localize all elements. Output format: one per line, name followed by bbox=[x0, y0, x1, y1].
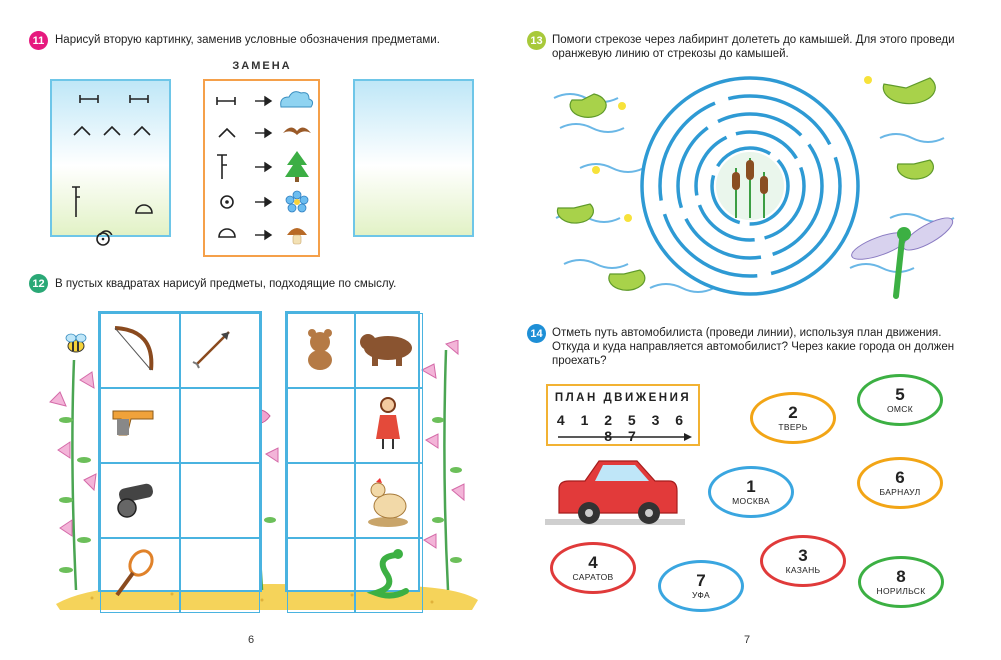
cell-bear bbox=[355, 313, 423, 388]
city-moskva[interactable] bbox=[708, 466, 794, 518]
cell-bow bbox=[100, 313, 180, 388]
maze-scene bbox=[550, 68, 970, 304]
hen-icon bbox=[356, 464, 422, 532]
city-number: 2 bbox=[788, 402, 798, 422]
flower-stem-right bbox=[416, 340, 476, 600]
city-tver[interactable] bbox=[750, 392, 836, 444]
cell-hen bbox=[355, 463, 423, 538]
task-11-badge: 11 bbox=[29, 31, 48, 50]
pistol-icon bbox=[101, 389, 167, 457]
task-13-text-line1: Помоги стрекозе через лабиринт долететь до камышей. Для этого проведи bbox=[552, 34, 955, 46]
route-plan-digits: 4 1 2 5 3 6 8 7 bbox=[556, 412, 690, 444]
cannon-icon bbox=[101, 464, 167, 532]
circle-symbol bbox=[94, 230, 112, 248]
task-13-text-line2: оранжевую линию от стрекозы до камышей. bbox=[552, 48, 789, 60]
cell-cannon bbox=[100, 463, 180, 538]
city-name: ОМСК bbox=[887, 403, 913, 414]
city-number: 1 bbox=[746, 476, 756, 496]
cell-empty-3[interactable] bbox=[180, 538, 260, 613]
city-ufa[interactable] bbox=[658, 560, 744, 612]
cell-arrow bbox=[180, 313, 260, 388]
cell-pistol bbox=[100, 388, 180, 463]
cell-girl bbox=[355, 388, 423, 463]
city-number: 4 bbox=[588, 552, 598, 572]
legend-box bbox=[203, 79, 320, 257]
route-plan-box bbox=[546, 384, 700, 446]
girl-icon bbox=[356, 389, 422, 457]
cell-racket bbox=[100, 538, 180, 613]
task-14-text-line1: Отметь путь автомобилиста (проведи линии), используя план движения. bbox=[552, 327, 942, 339]
city-omsk[interactable] bbox=[857, 374, 943, 426]
empty-picture-card[interactable] bbox=[353, 79, 474, 237]
cell-teddy bbox=[287, 313, 355, 388]
cell-empty-4[interactable] bbox=[287, 388, 355, 463]
city-kazan[interactable] bbox=[760, 535, 846, 587]
teddy-bear-icon bbox=[288, 314, 354, 382]
city-name: НОРИЛЬСК bbox=[876, 585, 926, 596]
cell-snake bbox=[355, 538, 423, 613]
city-norilsk[interactable] bbox=[858, 556, 944, 608]
city-saratov[interactable] bbox=[550, 542, 636, 594]
task-14-text-line3: проехать? bbox=[552, 355, 607, 367]
bear-icon bbox=[356, 314, 422, 382]
city-number: 8 bbox=[896, 566, 906, 586]
task-12-text: В пустых квадратах нарисуй предметы, подходящие по смыслу. bbox=[55, 278, 397, 290]
cell-empty-1[interactable] bbox=[180, 388, 260, 463]
city-number: 5 bbox=[895, 384, 905, 404]
task-12-badge: 12 bbox=[29, 274, 48, 293]
city-name: МОСКВА bbox=[732, 495, 770, 506]
symbol-picture-card bbox=[50, 79, 171, 237]
arrow-icon bbox=[181, 314, 247, 382]
route-arrow-icon bbox=[556, 432, 696, 442]
legend-title: ЗАМЕНА bbox=[232, 60, 292, 72]
city-name: УФА bbox=[692, 589, 710, 600]
city-name: КАЗАНЬ bbox=[785, 564, 821, 575]
task-11-text: Нарисуй вторую картинку, заменив условные обозначения предметами. bbox=[55, 34, 440, 46]
task-14-badge: 14 bbox=[527, 324, 546, 343]
task-14-text-line2: Откуда и куда направляется автомобилист? Через какие города он должен bbox=[552, 341, 955, 353]
city-name: САРАТОВ bbox=[572, 571, 614, 582]
city-number: 6 bbox=[895, 467, 905, 487]
bow-icon bbox=[101, 314, 167, 382]
city-number: 7 bbox=[696, 570, 706, 590]
bee-icon bbox=[58, 330, 94, 360]
cell-empty-2[interactable] bbox=[180, 463, 260, 538]
page-number-left: 6 bbox=[248, 634, 255, 646]
car-icon bbox=[545, 455, 685, 531]
city-barnaul[interactable] bbox=[857, 457, 943, 509]
task-13-badge: 13 bbox=[527, 31, 546, 50]
analogy-grid-right bbox=[285, 311, 420, 592]
snake-icon bbox=[356, 539, 422, 607]
legend-drawing bbox=[205, 81, 318, 255]
cell-empty-5[interactable] bbox=[287, 463, 355, 538]
city-name: БАРНАУЛ bbox=[879, 486, 921, 497]
route-plan-title: ПЛАН ДВИЖЕНИЯ bbox=[554, 392, 692, 404]
analogy-grid-left bbox=[98, 311, 262, 592]
symbol-drawing bbox=[52, 81, 169, 235]
cell-empty-6[interactable] bbox=[287, 538, 355, 613]
page-number-right: 7 bbox=[744, 634, 751, 646]
racket-icon bbox=[101, 539, 167, 607]
city-name: ТВЕРЬ bbox=[778, 421, 808, 432]
city-number: 3 bbox=[798, 545, 808, 565]
